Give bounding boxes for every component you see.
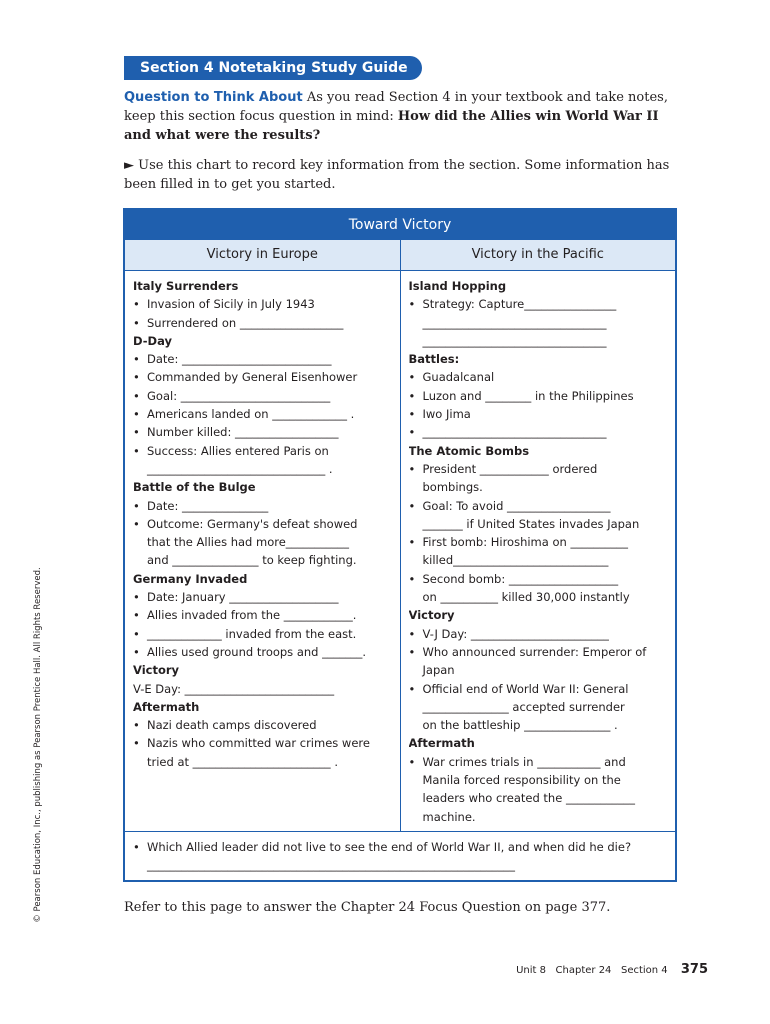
note-line: • _____________ invaded from the east. xyxy=(133,625,394,643)
question-label: Question to Think About xyxy=(124,90,303,105)
footer-chapter: Chapter 24 xyxy=(555,965,612,976)
note-line: killed___________________________ xyxy=(422,553,609,568)
section-heading: Victory xyxy=(133,663,180,678)
section-heading: Victory xyxy=(408,608,455,623)
section-heading: Battle of the Bulge xyxy=(133,480,256,495)
note-line: ________________________________ xyxy=(422,333,607,348)
note-line: _______ if United States invades Japan xyxy=(422,516,640,531)
note-line: • Luzon and ________ in the Philippines xyxy=(409,387,670,405)
chart-body xyxy=(125,271,675,832)
note-line: Manila forced responsibility on the xyxy=(422,773,621,788)
refer-note: Refer to this page to answer the Chapter 24 Focus Question on page 377. xyxy=(124,900,611,915)
note-line: V-E Day: __________________________ xyxy=(133,681,335,696)
note-line: • Success: Allies entered Paris on xyxy=(133,442,394,460)
chart-title: Toward Victory xyxy=(125,210,675,240)
note-line: • Invasion of Sicily in July 1943 xyxy=(133,295,394,313)
footer-section: Section 4 xyxy=(620,965,668,976)
section-heading: Island Hopping xyxy=(408,279,507,293)
bottom-question-row xyxy=(125,832,675,880)
note-line: • ________________________________ xyxy=(409,423,670,441)
note-line: • Iwo Jima xyxy=(409,405,670,423)
note-line: • President ____________ ordered xyxy=(409,460,670,478)
chart-instruction: ► Use this chart to record key information from the section. Some information has been filled in to get you started. xyxy=(124,158,670,192)
note-line: • Nazi death camps discovered xyxy=(133,716,394,734)
side-copyright: © Pearson Education, Inc., publishing as Pearson Prentice Hall. All Rights Reserved. xyxy=(33,567,43,923)
bottom-answer-blank: ________________________________________________________________ xyxy=(147,858,515,872)
intro-text: As you read Section 4 in your textbook and take notes, keep this section focus question in mind: xyxy=(124,90,668,124)
note-line: • Americans landed on _____________ . xyxy=(133,405,394,423)
europe-column xyxy=(125,271,401,831)
note-line: • Date: _______________ xyxy=(133,497,394,515)
note-line: • Who announced surrender: Emperor of xyxy=(409,643,670,661)
note-line: leaders who created the ____________ xyxy=(422,791,635,806)
note-line: tried at ________________________ . xyxy=(147,754,338,769)
note-line: • Goal: To avoid __________________ xyxy=(409,497,670,515)
section-heading: Aftermath xyxy=(408,736,475,751)
note-line: • Outcome: Germany's defeat showed xyxy=(133,515,394,533)
page-footer xyxy=(516,962,708,979)
note-line: • Number killed: __________________ xyxy=(133,423,394,441)
note-line: bombings. xyxy=(422,480,483,495)
note-line: • Date: January ___________________ xyxy=(133,588,394,606)
europe-column-header: Victory in Europe xyxy=(125,240,401,270)
note-line: Japan xyxy=(422,663,455,678)
note-line: • Strategy: Capture________________ xyxy=(409,295,670,313)
focus-question-block xyxy=(124,88,676,145)
footer-unit: Unit 8 xyxy=(516,965,546,976)
note-line: • Date: __________________________ xyxy=(133,350,394,368)
note-line: • Second bomb: ___________________ xyxy=(409,570,670,588)
note-line: and _______________ to keep fighting. xyxy=(147,553,357,568)
note-line: _______________ accepted surrender xyxy=(422,699,625,714)
pacific-column-header: Victory in the Pacific xyxy=(471,247,604,262)
section-tab-header: Section 4 Notetaking Study Guide xyxy=(124,56,422,80)
note-line: • First bomb: Hiroshima on __________ xyxy=(409,533,670,551)
note-line: that the Allies had more___________ xyxy=(147,535,350,550)
note-line: • Goal: __________________________ xyxy=(133,387,394,405)
note-line: • Official end of World War II: General xyxy=(409,680,670,698)
note-line: • Allies invaded from the ____________. xyxy=(133,606,394,624)
note-line: • V-J Day: ________________________ xyxy=(409,625,670,643)
chart-column-headers xyxy=(125,240,675,271)
section-heading: Germany Invaded xyxy=(133,571,248,586)
note-line: • Allies used ground troops and _______. xyxy=(133,643,394,661)
focus-question: How did the Allies win World War II and what were the results? xyxy=(124,109,659,143)
section-heading: Aftermath xyxy=(133,699,200,714)
section-heading: The Atomic Bombs xyxy=(408,443,530,458)
toward-victory-chart xyxy=(123,208,677,882)
section-heading: Battles: xyxy=(408,352,460,367)
note-line: • Surrendered on __________________ xyxy=(133,314,394,332)
note-line: • Commanded by General Eisenhower xyxy=(133,368,394,386)
note-line: • War crimes trials in ___________ and xyxy=(409,753,670,771)
section-heading: D-Day xyxy=(133,333,172,348)
note-line: on the battleship _______________ . xyxy=(422,718,618,733)
bottom-question: • Which Allied leader did not live to see the end of World War II, and when did he die? xyxy=(133,838,667,856)
note-line: • Guadalcanal xyxy=(409,368,670,386)
pacific-column xyxy=(401,271,676,831)
section-heading: Italy Surrenders xyxy=(133,279,239,293)
note-line: • Nazis who committed war crimes were xyxy=(133,734,394,752)
note-line: _______________________________ . xyxy=(147,461,333,476)
note-line: ________________________________ xyxy=(422,315,607,330)
page-number: 375 xyxy=(680,962,708,977)
note-line: machine. xyxy=(422,809,476,824)
note-line: on __________ killed 30,000 instantly xyxy=(422,590,630,605)
